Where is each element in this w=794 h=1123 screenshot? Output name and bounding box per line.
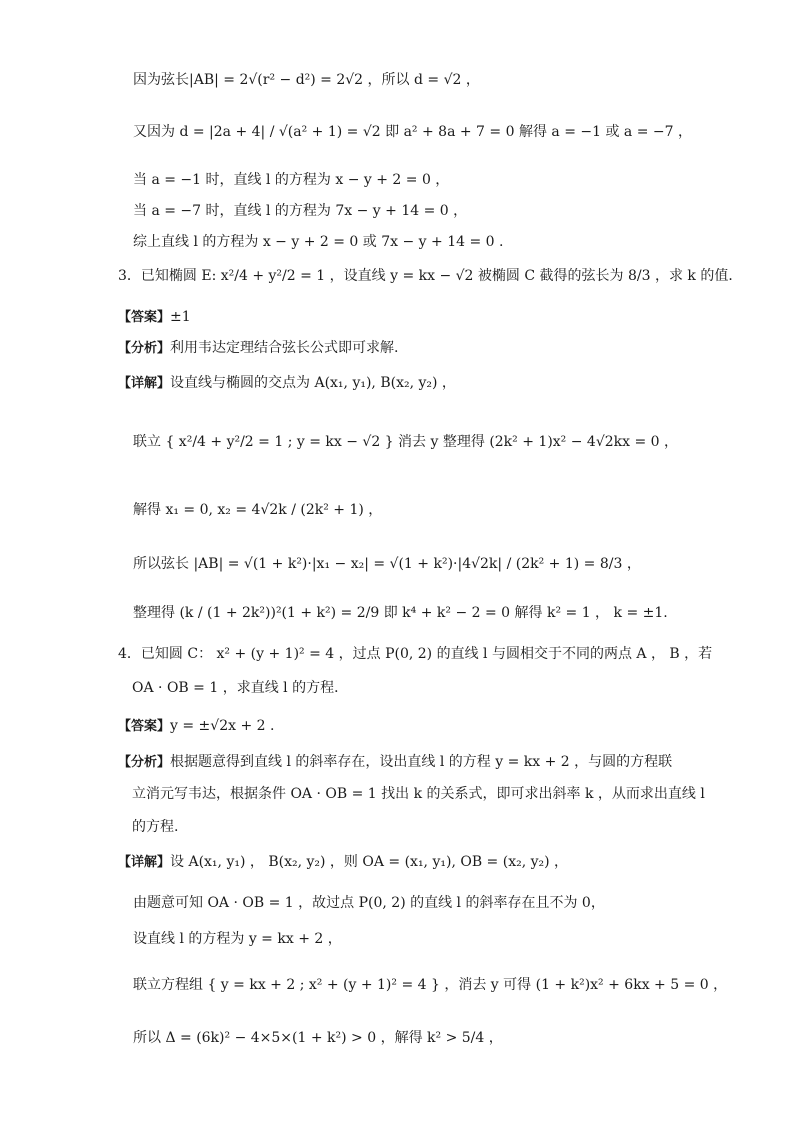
analysis-text-c: 的方程. xyxy=(132,819,179,835)
answer-value: ±1 xyxy=(170,309,191,325)
text-line-case-a1 xyxy=(133,170,449,190)
q4-detail-2 xyxy=(133,893,605,913)
q4-prompt-a: 4．已知圆 C： x² + (y + 1)² = 4 ，过点 P(0, 2) 的直线 l 与圆相交于不同的两点 A ， B ，若 xyxy=(118,646,713,662)
text-line-case-a7 xyxy=(133,201,467,221)
analysis-text: 利用韦达定理结合弦长公式即可求解. xyxy=(170,340,399,356)
line5-text: 综上直线 l 的方程为 x − y + 2 = 0 或 7x − y + 14 = 0 . xyxy=(133,234,504,250)
analysis-label: 【分析】 xyxy=(118,755,171,770)
q3-system-text: 联立 { x²/4 + y²/2 = 1 ; y = kx − √2 } 消去 y 整理得 (2k² + 1)x² − 4√2kx = 0 ， xyxy=(133,434,679,450)
q4-analysis-end xyxy=(132,817,178,837)
analysis-label: 【分析】 xyxy=(118,341,171,356)
q4-d4-text: 联立方程组 { y = kx + 2 ; x² + (y + 1)² = 4 } ，消去 y 可得 (1 + k²)x² + 6kx + 5 = 0 ， xyxy=(133,977,728,993)
text-line-chord-length xyxy=(133,70,480,90)
q4-d3-text: 设直线 l 的方程为 y = kx + 2 ， xyxy=(133,931,342,947)
q3-detail xyxy=(118,373,456,394)
detail-text: 设 A(x₁, y₁) ， B(x₂, y₂) ，则 OA = (x₁, y₁), OB = (x₂, y₂) ， xyxy=(170,854,569,870)
q3-answer xyxy=(118,307,191,328)
answer-label: 【答案】 xyxy=(118,310,171,325)
q3-system xyxy=(133,432,678,452)
q3-solve xyxy=(133,500,382,520)
q4-analysis xyxy=(118,752,672,773)
q3-final xyxy=(133,603,668,623)
q3-chord xyxy=(133,554,641,574)
question-3-prompt xyxy=(118,266,742,286)
q3-chord-text: 所以弦长 |AB| = √(1 + k²)·|x₁ − x₂| = √(1 + k²)·|4√2k| / (2k² + 1) = 8/3 ， xyxy=(133,556,641,572)
q4-prompt-b: OA · OB = 1 ，求直线 l 的方程． xyxy=(132,680,349,696)
text-line-distance xyxy=(133,122,692,142)
q4-detail-3 xyxy=(133,929,342,949)
answer-value: y = ±√2x + 2 . xyxy=(170,718,275,734)
q4-detail xyxy=(118,852,568,873)
detail-label: 【详解】 xyxy=(118,376,171,391)
q4-analysis-cont xyxy=(132,784,705,804)
detail-label: 【详解】 xyxy=(118,855,171,870)
q4-detail-5 xyxy=(133,1028,503,1048)
text-line-conclusion xyxy=(133,232,503,252)
q4-d2-text: 由题意可知 OA · OB = 1 ，故过点 P(0, 2) 的直线 l 的斜率存在且不为 0， xyxy=(133,895,605,911)
q4-d5-text: 所以 Δ = (6k)² − 4×5×(1 + k²) > 0 ，解得 k² > 5/4 ， xyxy=(133,1030,503,1046)
q4-answer xyxy=(118,716,274,737)
q3-solve-text: 解得 x₁ = 0, x₂ = 4√2k / (2k² + 1) ， xyxy=(133,502,383,518)
analysis-text-b: 立消元写韦达，根据条件 OA · OB = 1 找出 k 的关系式，即可求出斜率 k ，从而求出直线 l xyxy=(132,786,705,802)
q3-prompt-text: 3．已知椭圆 E: x²/4 + y²/2 = 1 ，设直线 y = kx − √2 被椭圆 C 截得的弦长为 8/3 ，求 k 的值． xyxy=(118,268,743,284)
q3-analysis xyxy=(118,338,398,359)
question-4-prompt-cont xyxy=(132,678,348,698)
answer-label: 【答案】 xyxy=(118,719,171,734)
q4-detail-4 xyxy=(133,975,727,995)
detail-text: 设直线与椭圆的交点为 A(x₁, y₁), B(x₂, y₂) ， xyxy=(170,375,456,391)
line2-text: 又因为 d = |2a + 4| / √(a² + 1) = √2 即 a² + 8a + 7 = 0 解得 a = −1 或 a = −7 ， xyxy=(133,124,692,140)
q3-final-text: 整理得 (k / (1 + 2k²))²(1 + k²) = 2/9 即 k⁴ + k² − 2 = 0 解得 k² = 1 ， k = ±1. xyxy=(133,605,668,621)
line1-text: 因为弦长|AB| = 2√(r² − d²) = 2√2 ，所以 d = √2 ， xyxy=(133,72,480,88)
analysis-text-a: 根据题意得到直线 l 的斜率存在，设出直线 l 的方程 y = kx + 2 ，与圆的方程联 xyxy=(170,754,673,770)
line3-text: 当 a = −1 时，直线 l 的方程为 x − y + 2 = 0 ， xyxy=(133,172,450,188)
line4-text: 当 a = −7 时，直线 l 的方程为 7x − y + 14 = 0 ， xyxy=(133,203,468,219)
question-4-prompt xyxy=(118,644,712,664)
